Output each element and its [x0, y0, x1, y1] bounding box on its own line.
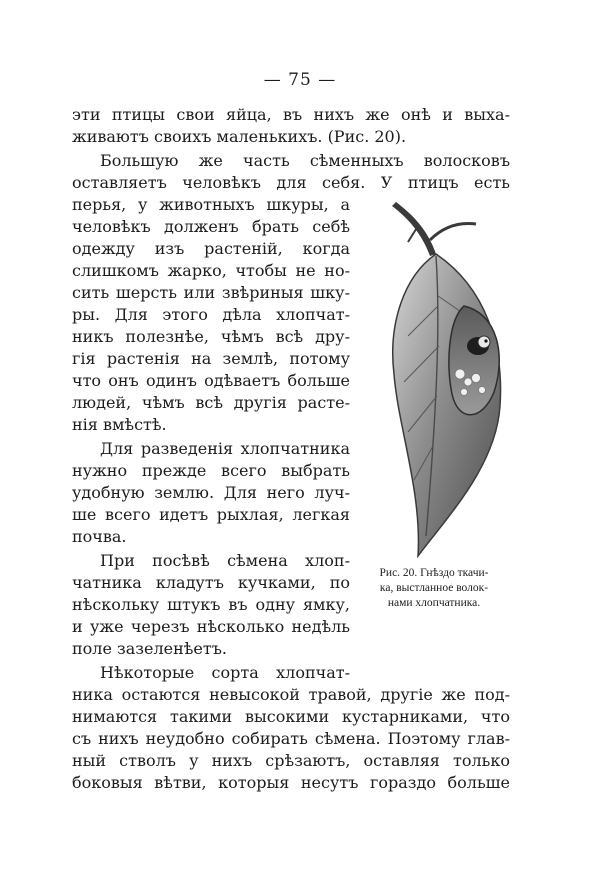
text-line: почва.: [72, 527, 127, 546]
text-line: поле зазеленѣетъ.: [72, 639, 228, 658]
text-line: Большую же часть сѣменныхъ волосковъ: [100, 151, 510, 170]
text-line: нужно прежде всего выбрать: [72, 461, 350, 480]
text-line: ры. Для этого дѣла хлопчат-: [72, 305, 350, 324]
text-line: нимаются такими высокими кустарниками, что: [72, 707, 510, 726]
text-line: никъ полезнѣе, чѣмъ всѣ дру-: [72, 327, 350, 346]
caption-line: ка, выстланное волок-: [379, 582, 489, 594]
text-line: гiя растенiя на землѣ, потому: [72, 349, 350, 368]
text-line: удобную землю. Для него луч-: [72, 483, 350, 502]
caption-line: нами хлопчатника.: [387, 597, 481, 609]
text-line: чатника кладутъ кучками, по: [72, 573, 350, 592]
weaver-nest-illustration: [378, 196, 510, 564]
text-line: слишкомъ жарко, чтобы не но-: [72, 261, 350, 280]
text-line: ный стволъ у нихъ срѣзаютъ, оставляя только: [72, 751, 510, 770]
text-line: ника остаются невысокой травой, другiе же под-: [72, 685, 510, 704]
text-line: живаютъ своихъ маленькихъ. (Рис. 20).: [72, 127, 407, 146]
text-line: перья, у животныхъ шкуры, а: [72, 195, 350, 214]
text-line: человѣкъ долженъ брать себѣ: [72, 217, 350, 236]
figure-caption: [354, 566, 514, 611]
text-line: При посѣвѣ сѣмена хлоп-: [100, 551, 350, 570]
page-number: — 75 —: [263, 70, 337, 90]
text-line: эти птицы свои яйца, въ нихъ же онѣ и выха-: [72, 105, 510, 124]
text-line: Для разведенiя хлопчатника: [100, 439, 350, 458]
text-line: съ нихъ неудобно собирать сѣмена. Поэтому глав-: [72, 729, 510, 748]
text-line: оставляетъ человѣкъ для себя. У птицъ есть: [72, 173, 510, 192]
text-line: и уже черезъ нѣсколько недѣль: [72, 617, 350, 636]
text-line: боковыя вѣтви, которыя несутъ гораздо больше: [72, 773, 510, 792]
text-line: одежду изъ растенiй, когда: [72, 239, 350, 258]
text-line: что онъ одинъ одѣваетъ больше: [72, 371, 350, 390]
text-line: ше всего идетъ рыхлая, легкая: [72, 505, 350, 524]
caption-line: Рис. 20. Гнѣздо ткачи-: [379, 567, 489, 579]
text-line: нiя вмѣстѣ.: [72, 415, 167, 434]
text-line: сить шерсть или звѣриныя шку-: [72, 283, 350, 302]
text-line: нѣскольку штукъ въ одну ямку,: [72, 595, 350, 614]
text-line: Нѣкоторые сорта хлопчат-: [100, 663, 350, 682]
text-line: людей, чѣмъ всѣ другiя расте-: [72, 393, 350, 412]
